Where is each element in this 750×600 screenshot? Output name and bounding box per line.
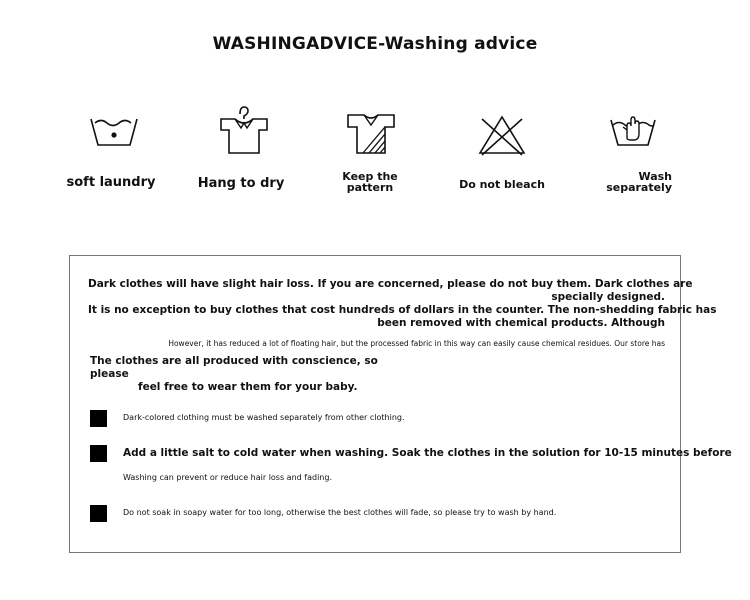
bullet-square <box>90 445 107 462</box>
tshirt-pattern-icon <box>345 113 397 155</box>
label-wash-separately-line2: separately <box>606 181 672 194</box>
notice-p1-line1: Dark clothes will have slight hair loss. If you are concerned, please do not buy them. Dark clothes are <box>88 278 693 290</box>
bullet-1-text: Dark-colored clothing must be washed separately from other clothing. <box>123 413 405 422</box>
notice-p1-line2: specially designed. <box>551 291 665 303</box>
notice-box <box>69 255 732 553</box>
label-keep-pattern <box>330 171 410 193</box>
notice-paragraph-4 <box>90 355 382 394</box>
wash-basin-dot-icon <box>89 115 139 149</box>
notice-paragraph-3: However, it has reduced a lot of floating hair, but the processed fabric in this way can easily cause chemical residues. Our store has <box>168 339 665 348</box>
bullet-square <box>90 505 107 522</box>
label-keep-pattern-line2: pattern <box>346 181 394 194</box>
notice-paragraph-1 <box>88 278 693 304</box>
bullet-3-text: Do not soak in soapy water for too long, otherwise the best clothes will fade, so please try to wash by hand. <box>123 508 557 517</box>
bullet-2-subtext: Washing can prevent or reduce hair loss and fading. <box>123 473 332 482</box>
no-bleach-icon <box>477 114 527 156</box>
label-keep-pattern-line1: Keep the <box>342 170 398 183</box>
notice-paragraph-2 <box>88 304 717 330</box>
notice-p4-line2: feel free to wear them for your baby. <box>138 381 358 393</box>
bullet-2-text: Add a little salt to cold water when washing. Soak the clothes in the solution for 10-15 minutes before <box>123 447 732 459</box>
notice-p4-line1: The clothes are all produced with conscience, so please <box>90 355 378 380</box>
label-wash-separately-line1: Wash <box>638 170 672 183</box>
notice-p2-line2: been removed with chemical products. Although <box>377 317 665 329</box>
notice-p2-line1: It is no exception to buy clothes that cost hundreds of dollars in the counter. The non-shedding fabric has <box>88 304 717 316</box>
page-title: WASHINGADVICE-Washing advice <box>212 34 538 54</box>
label-soft-laundry: soft laundry <box>66 175 156 190</box>
label-hang-to-dry: Hang to dry <box>197 176 285 191</box>
hanger-shirt-icon <box>218 104 270 158</box>
label-wash-separately <box>600 171 686 193</box>
label-do-not-bleach: Do not bleach <box>459 178 545 191</box>
bullet-square <box>90 410 107 427</box>
hand-wash-icon <box>609 114 657 148</box>
